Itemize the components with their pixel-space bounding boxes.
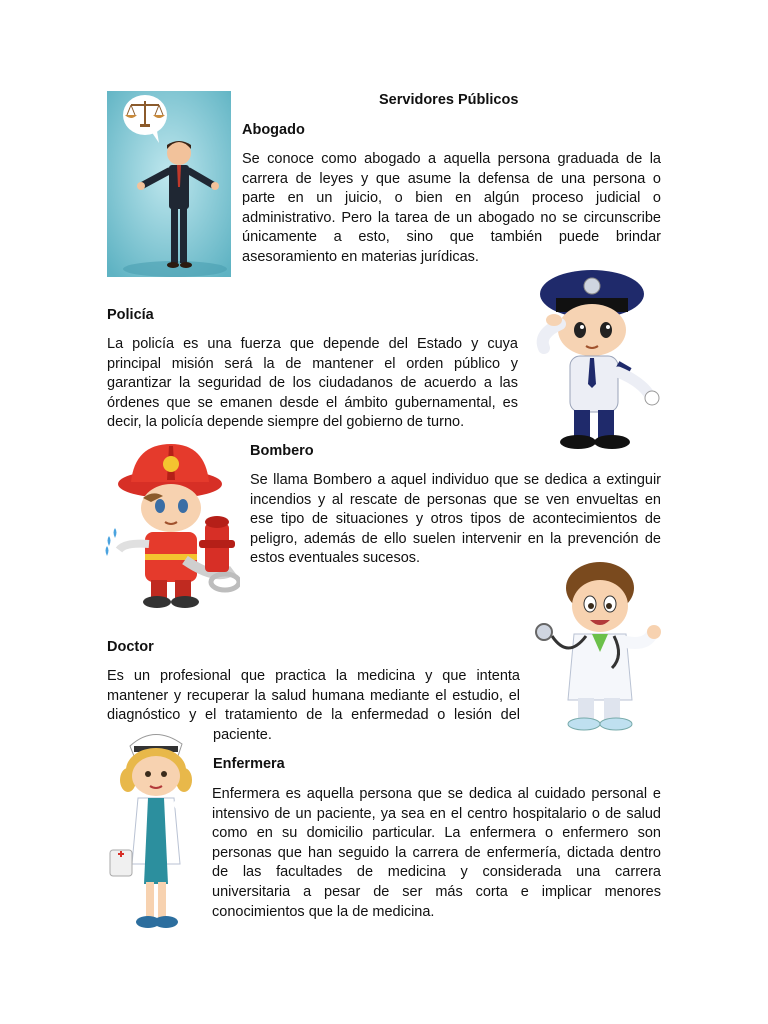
section-heading-doctor: Doctor — [107, 639, 154, 655]
page-title: Servidores Públicos — [379, 92, 519, 108]
firefighter-illustration — [105, 442, 240, 612]
section-heading-abogado: Abogado — [242, 122, 305, 138]
lawyer-illustration — [107, 91, 231, 277]
nurse-illustration — [104, 724, 206, 934]
section-heading-bombero: Bombero — [250, 443, 314, 459]
section-heading-enfermera: Enfermera — [213, 756, 285, 772]
section-text-doctor: Es un profesional que practica la medicina y que intenta mantener y recuperar la salud humana mediante el estudio, el diagnóstico y el tratamiento de la enfermedad o lesión del — [107, 668, 520, 724]
section-text-abogado: Se conoce como abogado a aquella persona graduada de la carrera de leyes y que asume la defensa de una persona o parte en un juicio, o bien en algún proceso judicial o administrativo. Pero la tarea de un abogado no se circunscribe únicamente a esto, sino que también puede brindar asesoramiento en materias jurídicas. — [242, 151, 661, 265]
section-text-doctor-end: paciente. — [213, 727, 272, 743]
doctor-illustration — [528, 560, 663, 735]
section-text-policia: La policía es una fuerza que depende del Estado y cuya principal misión será la de mantener el orden público y garantizar la seguridad de los ciudadanos de acuerdo a las órdenes que se emanen desde el ámbito gubernamental, es decir, la policía depende siempre del gobierno de turno. — [107, 336, 518, 431]
section-heading-policia: Policía — [107, 307, 154, 323]
section-text-bombero: Se llama Bombero a aquel individuo que se dedica a extinguir incendios y al rescate de personas que se ven envueltas en ese tipo de situaciones y otros tipos de acontecimientos de peligro, además de ello suelen intervenir en la prevención de estos eventuales sucesos. — [250, 472, 661, 567]
section-text-enfermera: Enfermera es aquella persona que se dedica al cuidado personal e intensivo de un paciente, ya sea en el centro hospitalario o de salud como en su domicilio particular. La enfermera o enfermero son personas que han seguido la carrera de enfermería, dictada dentro de las facultades de medicina y considerada una carrera universitaria a pesar de ser más corta e implicar menores conocimientos que la de medicina. — [212, 786, 661, 920]
police-illustration — [530, 264, 662, 454]
